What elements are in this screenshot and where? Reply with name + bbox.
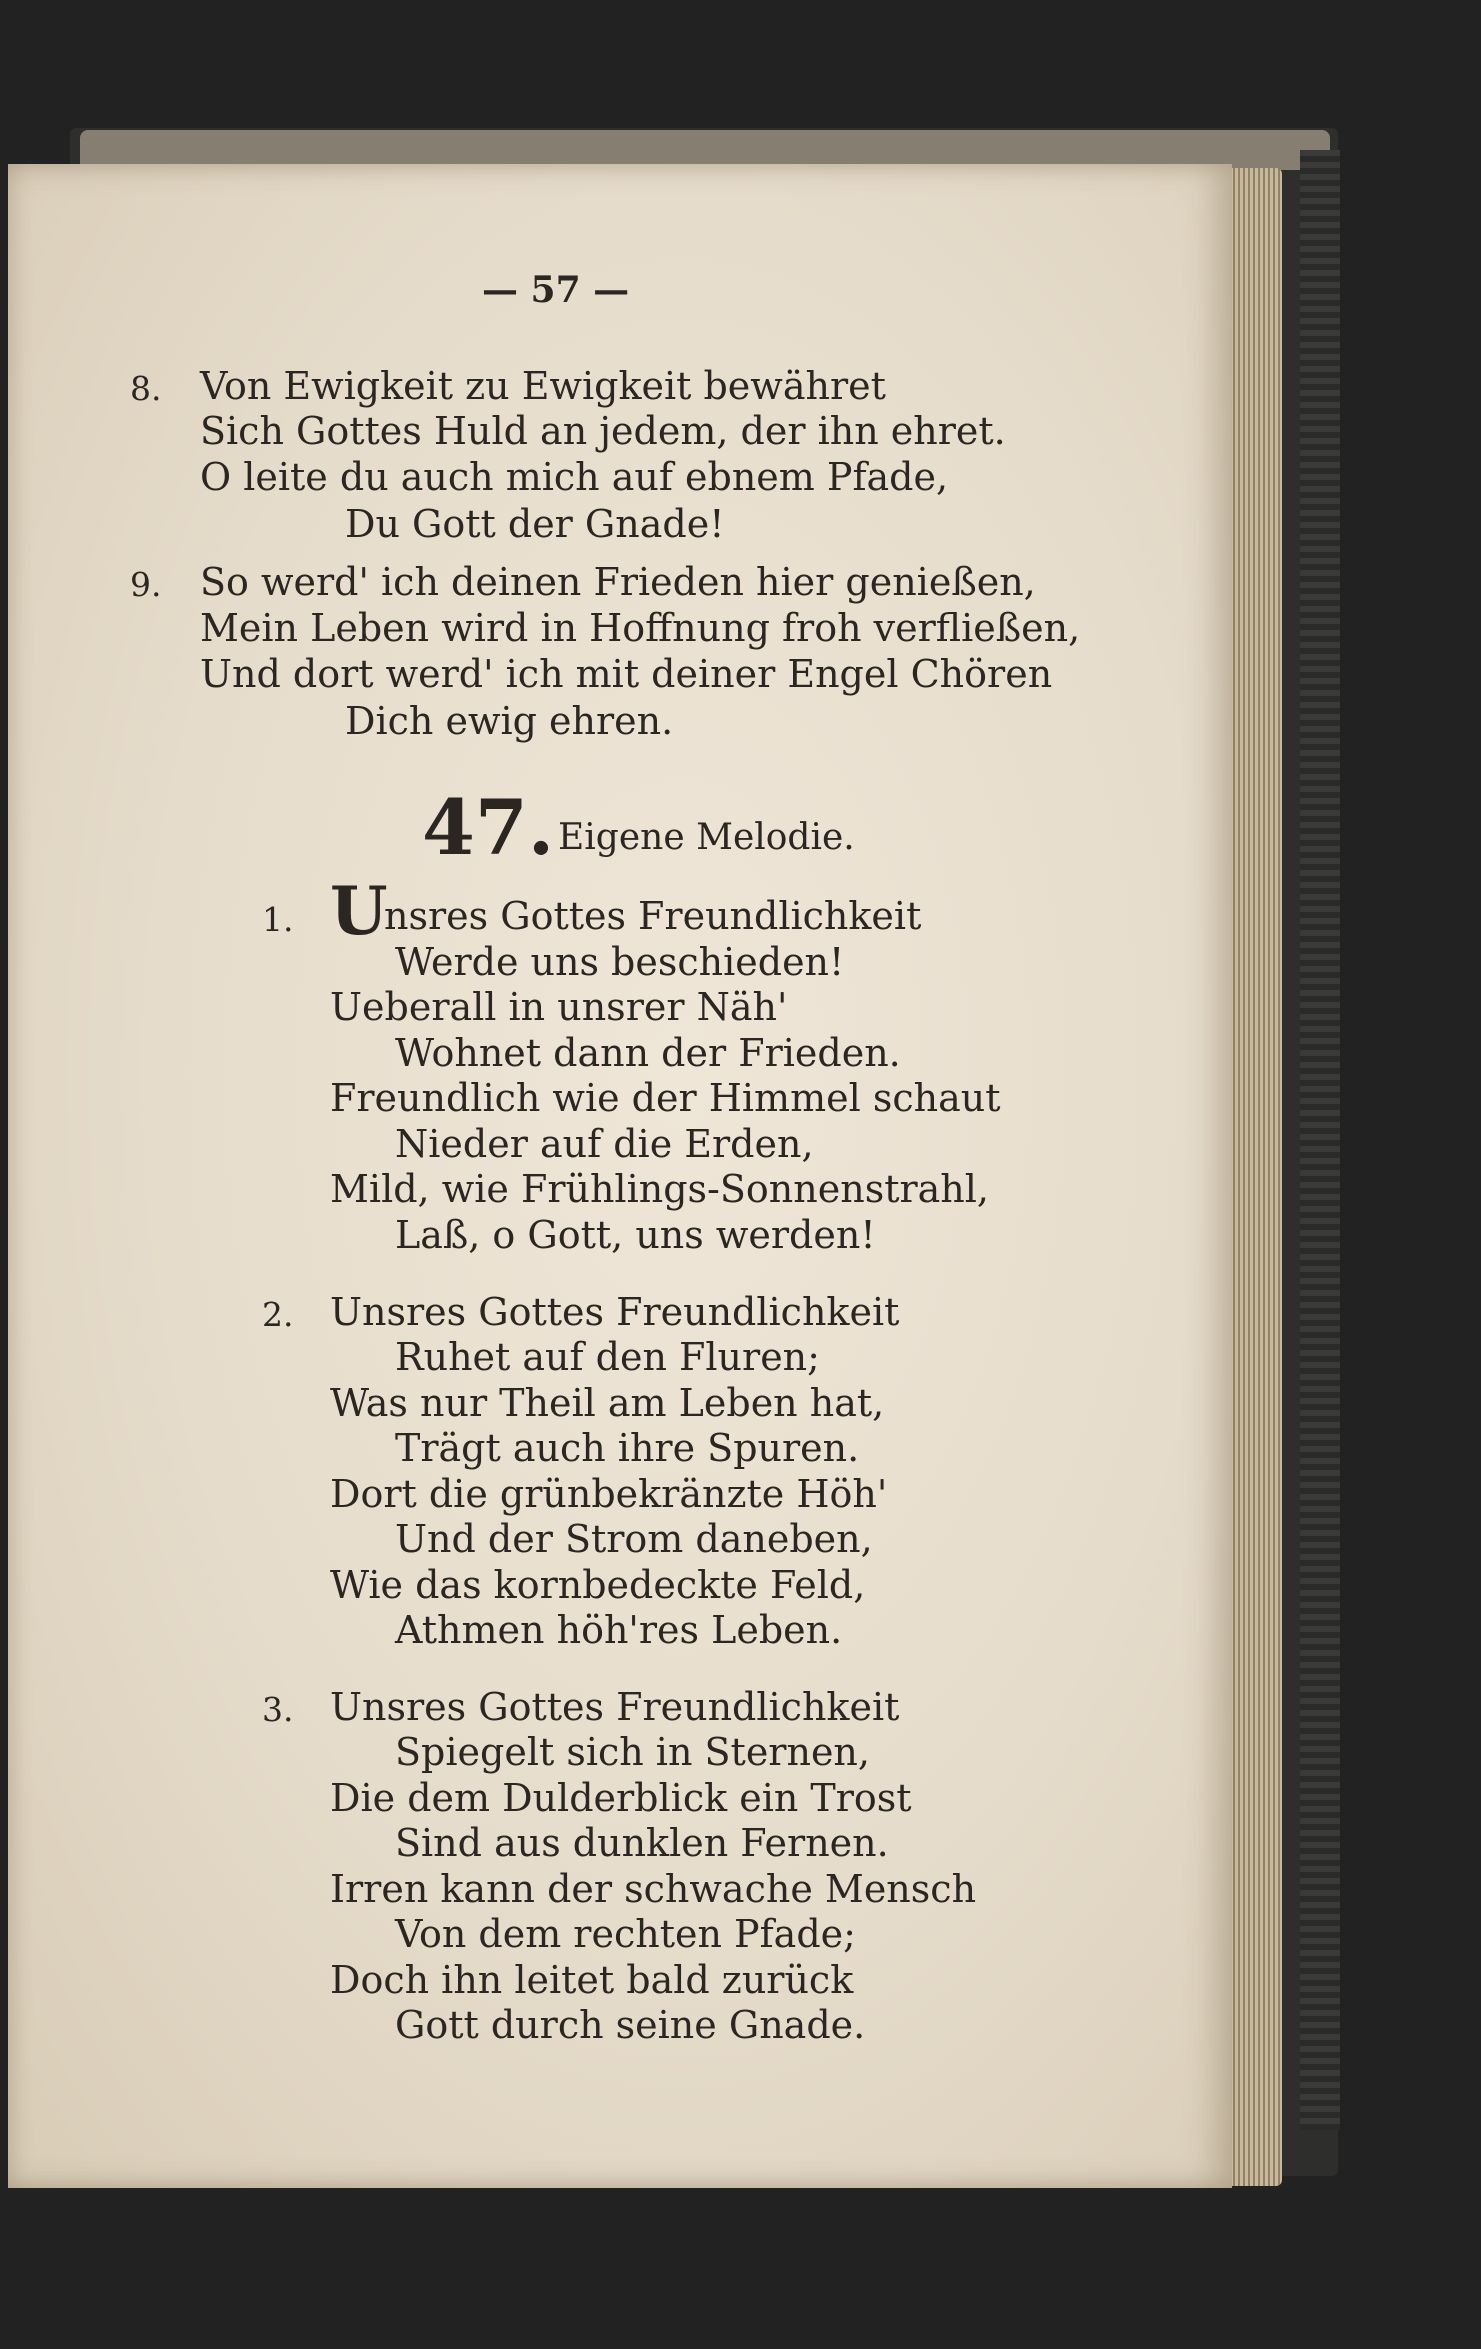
- page-number: — 57 —: [482, 269, 630, 311]
- stanza-line: Werde uns beschieden!: [395, 940, 845, 984]
- stanza-line: Wohnet dann der Frieden.: [395, 1031, 901, 1075]
- stanza-line: Gott durch seine Gnade.: [395, 2003, 866, 2047]
- stanza-line: Irren kann der schwache Mensch: [330, 1867, 977, 1911]
- stanza-line: Von dem rechten Pfade;: [395, 1912, 856, 1956]
- verse-number: 9.: [130, 565, 162, 604]
- verse-line: Dich ewig ehren.: [345, 699, 674, 743]
- stanza-line: Laß, o Gott, uns werden!: [395, 1213, 876, 1257]
- drop-cap: U: [330, 872, 388, 950]
- stanza-line: Und der Strom daneben,: [395, 1517, 873, 1561]
- stanza-line: Sind aus dunklen Fernen.: [395, 1821, 889, 1865]
- stanza-number: 3.: [262, 1690, 294, 1729]
- verse-line: So werd' ich deinen Frieden hier genießen,: [200, 560, 1036, 604]
- verse-line: Mein Leben wird in Hoffnung froh verfließen,: [200, 606, 1081, 650]
- verse-line: O leite du auch mich auf ebnem Pfade,: [200, 455, 949, 499]
- stanza-line: Dort die grünbekränzte Höh': [330, 1472, 888, 1516]
- stanza-line: Freundlich wie der Himmel schaut: [330, 1076, 1001, 1120]
- stanza-line: Die dem Dulderblick ein Trost: [330, 1776, 912, 1820]
- stanza-line: Was nur Theil am Leben hat,: [330, 1381, 885, 1425]
- stanza-number: 2.: [262, 1295, 294, 1334]
- stanza-line: Nieder auf die Erden,: [395, 1122, 814, 1166]
- stanza-line: Ruhet auf den Fluren;: [395, 1335, 820, 1379]
- hymn-number: 47.: [422, 783, 555, 872]
- stanza-number: 1.: [262, 900, 294, 939]
- stanza-line: Athmen höh'res Leben.: [395, 1608, 843, 1652]
- stanza-line: Mild, wie Frühlings-Sonnenstrahl,: [330, 1167, 989, 1211]
- verse-line: Und dort werd' ich mit deiner Engel Chören: [200, 652, 1053, 696]
- verse-line: Sich Gottes Huld an jedem, der ihn ehret.: [200, 409, 1006, 453]
- stanza-line: Doch ihn leitet bald zurück: [330, 1958, 854, 2002]
- stanza-line: Trägt auch ihre Spuren.: [395, 1426, 860, 1470]
- book-spine-edge: [1300, 150, 1340, 2130]
- stanza-line: Spiegelt sich in Sternen,: [395, 1730, 870, 1774]
- verse-line: Du Gott der Gnade!: [345, 502, 725, 546]
- stanza-line: Unsres Gottes Freundlichkeit: [330, 1290, 900, 1334]
- hymn-melody: Eigene Melodie.: [558, 817, 855, 858]
- stanza-line: Ueberall in unsrer Näh': [330, 985, 788, 1029]
- stanza-line: Wie das kornbedeckte Feld,: [330, 1563, 866, 1607]
- stanza-line: Unsres Gottes Freundlichkeit: [330, 1685, 900, 1729]
- verse-number: 8.: [130, 369, 162, 408]
- stanza-line: nsres Gottes Freundlichkeit: [384, 894, 922, 938]
- verse-line: Von Ewigkeit zu Ewigkeit bewähret: [200, 364, 886, 408]
